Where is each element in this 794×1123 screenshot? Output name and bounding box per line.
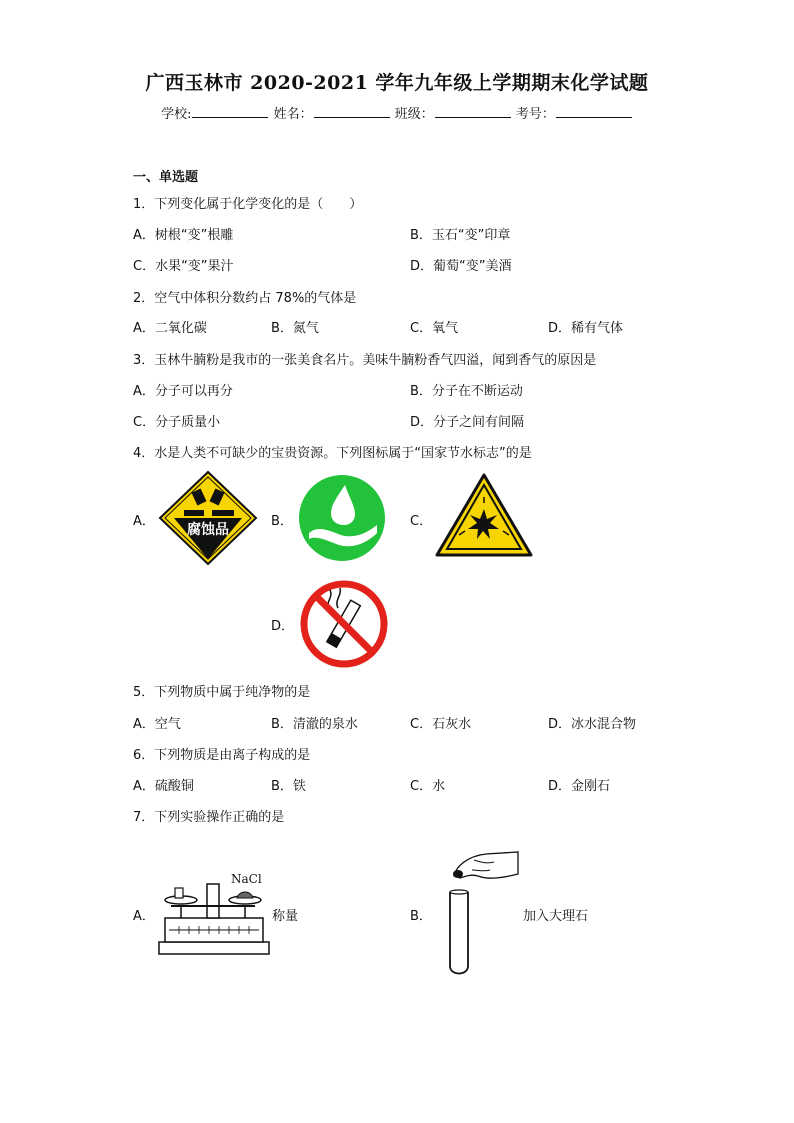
corrosive-sign-icon[interactable]	[158, 470, 258, 566]
question-2-option-b[interactable]: B．氮气	[271, 321, 319, 336]
question-1-option-a[interactable]: A．树根“变”根雕	[133, 228, 234, 243]
question-1-option-c[interactable]: C．水果“变”果汁	[133, 259, 234, 274]
explosive-warning-icon[interactable]	[435, 473, 533, 557]
nacl-label: NaCl	[231, 872, 262, 886]
question-1-stem: 1．下列变化属于化学变化的是（ ）	[133, 197, 363, 212]
question-4-option-b[interactable]: B．	[271, 514, 293, 529]
name-blank[interactable]	[314, 105, 390, 118]
exam-no-blank[interactable]	[556, 105, 632, 118]
question-3-option-c[interactable]: C．分子质量小	[133, 415, 221, 430]
class-blank[interactable]	[435, 105, 511, 118]
class-label: 班级：	[394, 107, 434, 122]
question-1-option-b[interactable]: B．玉石“变”印章	[410, 228, 511, 243]
question-7-option-a[interactable]: A．	[133, 909, 155, 924]
question-4-stem: 4．水是人类不可缺少的宝贵资源。下列图标属于“国家节水标志”的是	[133, 446, 532, 461]
test-tube-hand-icon	[438, 846, 520, 978]
question-2-option-c[interactable]: C．氧气	[410, 321, 459, 336]
question-7-caption-a: 称量	[272, 909, 299, 924]
question-5-option-a[interactable]: A．空气	[133, 717, 181, 732]
question-3-stem: 3．玉林牛腩粉是我市的一张美食名片。美味牛腩粉香气四溢，闻到香气的原因是	[133, 353, 597, 368]
question-7-stem: 7．下列实验操作正确的是	[133, 810, 285, 825]
question-4-option-c[interactable]: C．	[410, 514, 433, 529]
water-saving-icon[interactable]	[297, 473, 387, 563]
question-2-option-d[interactable]: D．稀有气体	[548, 321, 624, 336]
question-6-option-a[interactable]: A．硫酸铜	[133, 779, 194, 794]
school-blank[interactable]	[192, 105, 268, 118]
question-6-option-c[interactable]: C．水	[410, 779, 446, 794]
question-6-stem: 6．下列物质是由离子构成的是	[133, 748, 311, 763]
corrosive-sign-text: 腐蚀品	[187, 522, 229, 538]
question-7-option-b[interactable]: B．	[410, 909, 432, 924]
question-5-option-b[interactable]: B．清澈的泉水	[271, 717, 358, 732]
no-smoking-icon[interactable]	[300, 580, 388, 668]
name-label: 姓名：	[273, 107, 313, 122]
question-5-option-d[interactable]: D．冰水混合物	[548, 717, 637, 732]
question-3-option-a[interactable]: A．分子可以再分	[133, 384, 233, 399]
question-4-option-d[interactable]: D．	[271, 619, 295, 634]
question-2-option-a[interactable]: A．二氧化碳	[133, 321, 207, 336]
section-title: 一、单选题	[133, 170, 199, 185]
page-title: 广西玉林市 2020-2021 学年九年级上学期期末化学试题	[145, 72, 649, 94]
school-label: 学校:	[161, 107, 192, 122]
question-3-option-b[interactable]: B．分子在不断运动	[410, 384, 523, 399]
question-6-option-b[interactable]: B．铁	[271, 779, 306, 794]
exam-no-label: 考号：	[515, 107, 555, 122]
question-4-option-a[interactable]: A．	[133, 514, 155, 529]
question-7-caption-b: 加入大理石	[523, 909, 589, 924]
balance-scale-icon	[155, 866, 273, 958]
question-2-stem: 2．空气中体积分数约占 78%的气体是	[133, 291, 357, 306]
question-5-option-c[interactable]: C．石灰水	[410, 717, 472, 732]
question-6-option-d[interactable]: D．金刚石	[548, 779, 611, 794]
question-3-option-d[interactable]: D．分子之间有间隔	[410, 415, 525, 430]
student-info-line	[0, 103, 794, 122]
question-5-stem: 5．下列物质中属于纯净物的是	[133, 685, 311, 700]
question-1-option-d[interactable]: D．葡萄“变”美酒	[410, 259, 512, 274]
